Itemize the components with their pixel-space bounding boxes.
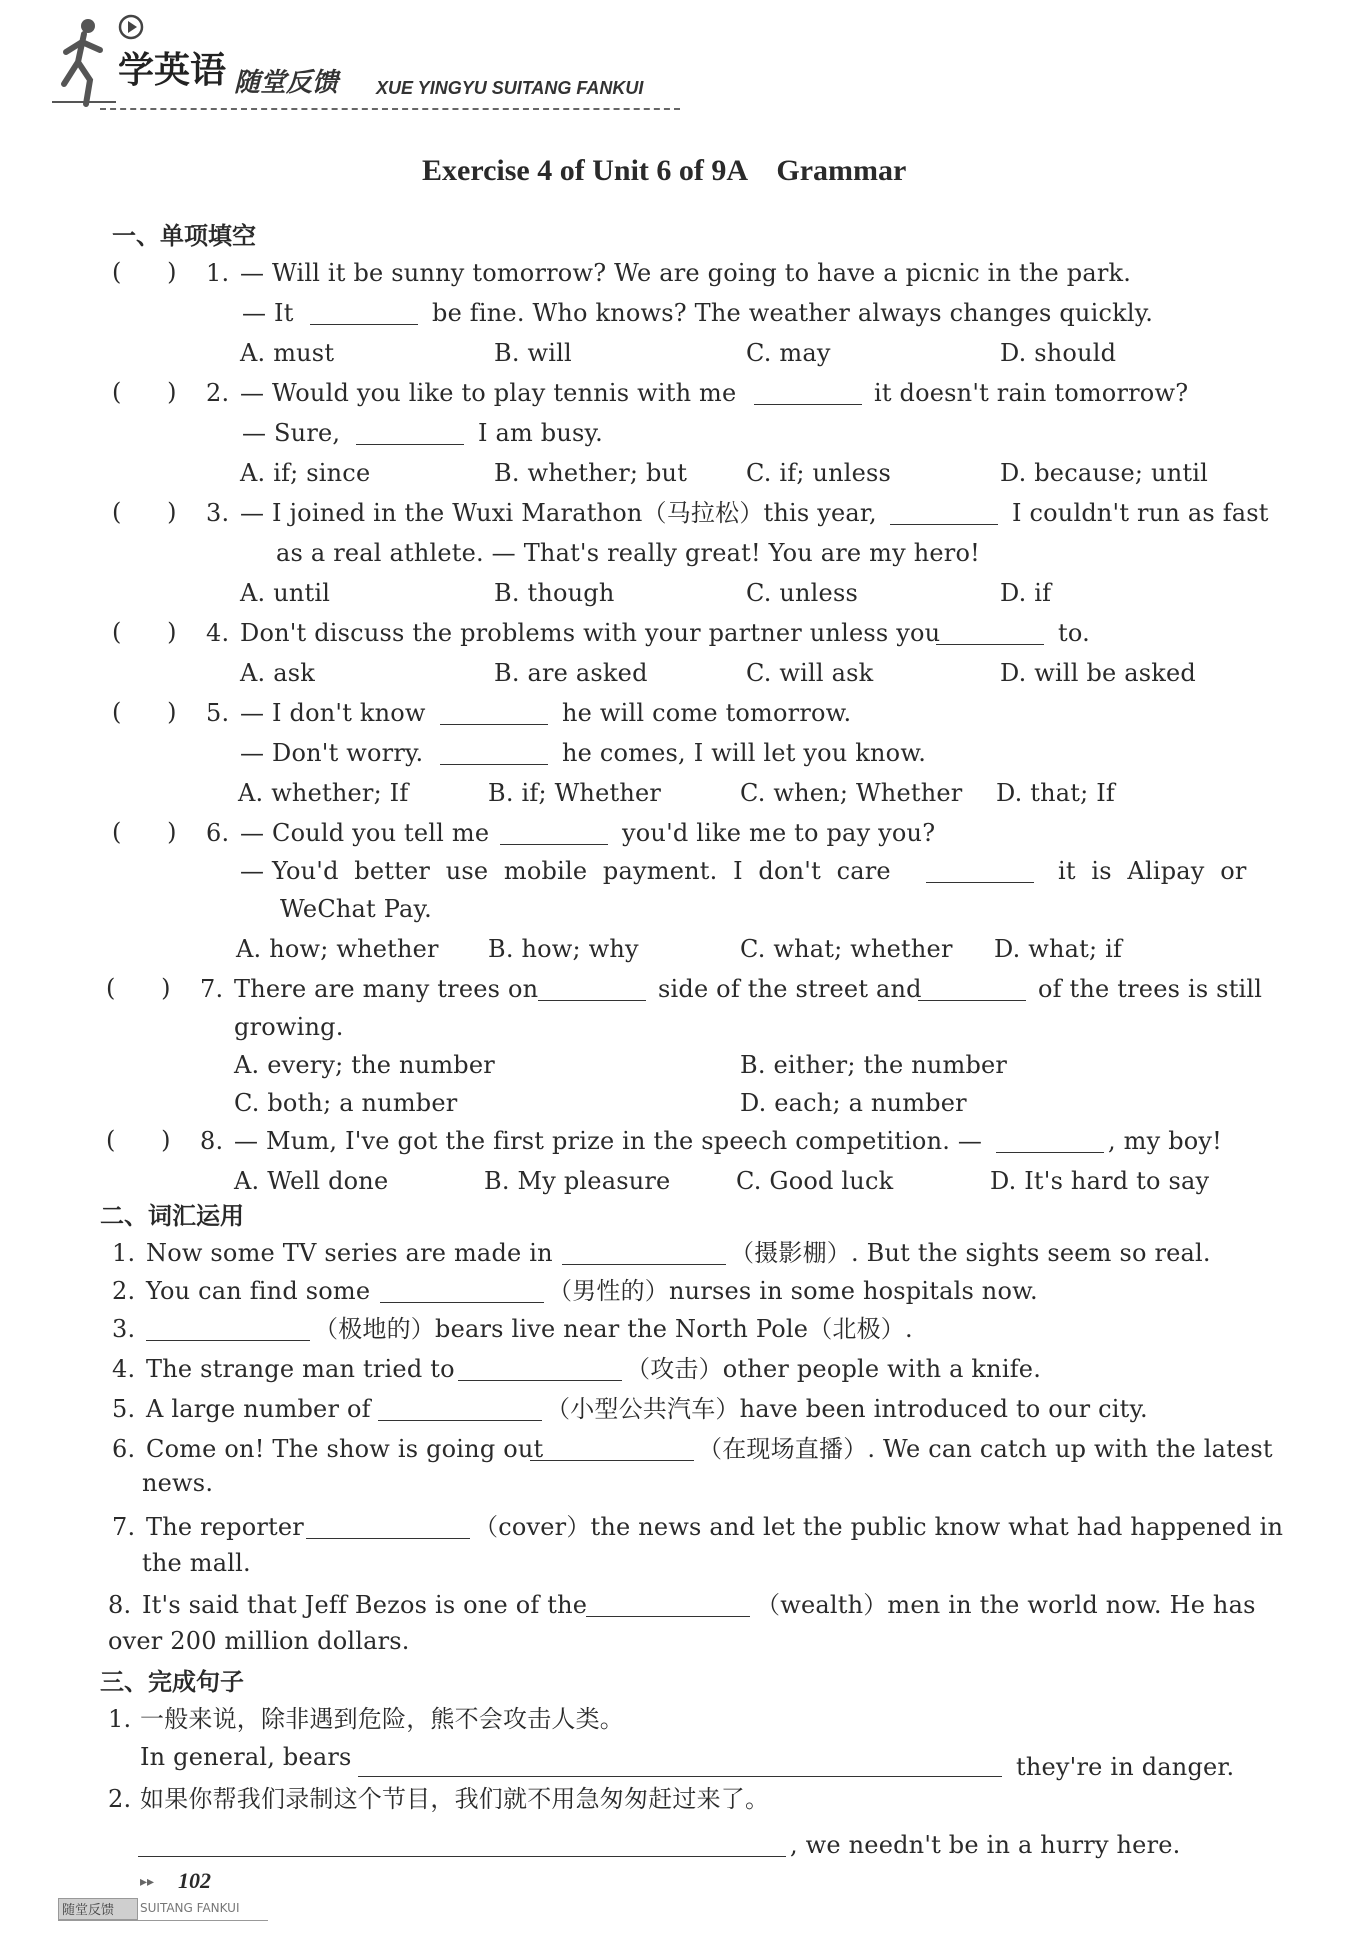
option-b: B. though (494, 579, 615, 607)
answer-bracket[interactable]: ( ) (112, 258, 177, 286)
answer-blank[interactable] (138, 1834, 786, 1857)
question-text: — I joined in the Wuxi Marathon（马拉松）this year, (240, 499, 877, 527)
option-c: C. may (746, 339, 831, 367)
item-text: In general, bears (140, 1743, 352, 1771)
option-d: D. what; if (994, 935, 1123, 963)
question-text: growing. (234, 1013, 344, 1041)
option-a: A. must (240, 339, 335, 367)
answer-blank[interactable] (146, 1318, 310, 1341)
answer-blank[interactable] (380, 1280, 544, 1303)
question-text: There are many trees on (234, 975, 539, 1003)
option-b: B. how; why (488, 935, 639, 963)
option-d: D. because; until (1000, 459, 1208, 487)
answer-blank[interactable] (926, 860, 1034, 883)
question-text: be fine. Who knows? The weather always changes quickly. (432, 299, 1154, 327)
item-text: It's said that Jeff Bezos is one of the (142, 1591, 588, 1619)
answer-blank[interactable] (754, 382, 862, 405)
option-a: A. how; whether (236, 935, 439, 963)
question-text: I couldn't run as fast (1012, 499, 1269, 527)
item-text: （男性的）nurses in some hospitals now. (548, 1277, 1038, 1305)
option-a: A. Well done (234, 1167, 389, 1195)
answer-blank[interactable] (358, 1754, 1002, 1777)
section1-heading: 一、单项填空 (112, 222, 256, 250)
option-c: C. when; Whether (740, 779, 963, 807)
item-text: （在现场直播）. We can catch up with the latest (698, 1435, 1273, 1463)
answer-bracket[interactable]: ( ) (106, 1126, 171, 1154)
answer-blank[interactable] (356, 422, 464, 445)
item-text: （摄影棚）. But the sights seem so real. (730, 1239, 1211, 1267)
page-header (40, 14, 680, 114)
option-a: A. whether; If (238, 779, 409, 807)
option-d: D. each; a number (740, 1089, 967, 1117)
item-number: 8. (108, 1591, 132, 1619)
section2-heading: 二、词汇运用 (100, 1202, 244, 1230)
item-number: 1. (108, 1705, 132, 1733)
question-number: 8. (200, 1127, 224, 1155)
option-c: C. both; a number (234, 1089, 458, 1117)
item-text: A large number of (146, 1395, 371, 1423)
answer-blank[interactable] (538, 978, 646, 1001)
question-number: 1. (206, 259, 230, 287)
chinese-sentence: 如果你帮我们录制这个节目，我们就不用急匆匆赶过来了。 (140, 1785, 770, 1813)
item-text: （wealth）men in the world now. He has (756, 1591, 1256, 1619)
question-text: as a real athlete. — That's really great! You are my hero! (276, 539, 980, 567)
item-number: 3. (112, 1315, 136, 1343)
answer-blank[interactable] (306, 1516, 470, 1539)
item-text: over 200 million dollars. (108, 1627, 410, 1655)
question-number: 2. (206, 379, 230, 407)
option-b: B. are asked (494, 659, 648, 687)
item-text: （攻击）other people with a knife. (626, 1355, 1042, 1383)
answer-blank[interactable] (918, 978, 1026, 1001)
answer-bracket[interactable]: ( ) (112, 818, 177, 846)
question-text: Don't discuss the problems with your partner unless you (240, 619, 941, 647)
arrow-icon: ▸▸ (140, 1874, 155, 1890)
option-a: A. ask (240, 659, 315, 687)
option-b: B. My pleasure (484, 1167, 671, 1195)
question-text: — Would you like to play tennis with me (240, 379, 737, 407)
item-text: （极地的）bears live near the North Pole（北极）. (314, 1315, 913, 1343)
item-number: 2. (108, 1785, 132, 1813)
item-text: （小型公共汽车）have been introduced to our city. (546, 1395, 1148, 1423)
question-text: — You'd better use mobile payment. I don't care (240, 857, 891, 885)
item-text: they're in danger. (1016, 1753, 1235, 1781)
question-text: you'd like me to pay you? (622, 819, 936, 847)
item-text: （cover）the news and let the public know what had happened in (474, 1513, 1284, 1541)
option-c: C. what; whether (740, 935, 953, 963)
question-text: WeChat Pay. (280, 895, 432, 923)
page-number: 102 (178, 1868, 211, 1893)
question-text: — Don't worry. (240, 739, 424, 767)
question-text: , my boy! (1108, 1127, 1223, 1155)
option-b: B. if; Whether (488, 779, 662, 807)
answer-blank[interactable] (500, 822, 608, 845)
header-dashed-line (100, 108, 680, 110)
item-text: You can find some (146, 1277, 371, 1305)
question-text: I am busy. (478, 419, 603, 447)
item-number: 6. (112, 1435, 136, 1463)
answer-blank[interactable] (440, 702, 548, 725)
question-text: — I don't know (240, 699, 426, 727)
question-text: — Will it be sunny tomorrow? We are going to have a picnic in the park. (240, 259, 1132, 287)
answer-bracket[interactable]: ( ) (112, 498, 177, 526)
option-d: D. will be asked (1000, 659, 1196, 687)
page-title: Exercise 4 of Unit 6 of 9A Grammar (422, 154, 907, 187)
item-number: 2. (112, 1277, 136, 1305)
question-text: he comes, I will let you know. (562, 739, 927, 767)
question-text: side of the street and (658, 975, 922, 1003)
question-text: it doesn't rain tomorrow? (874, 379, 1189, 407)
runner-logo-icon (50, 14, 120, 110)
answer-bracket[interactable]: ( ) (112, 618, 177, 646)
header-pinyin: XUE YINGYU SUITANG FANKUI (376, 78, 644, 98)
answer-bracket[interactable]: ( ) (112, 378, 177, 406)
header-brand-sub: 随堂反馈 (234, 68, 339, 98)
answer-blank[interactable] (890, 502, 998, 525)
question-text: — Could you tell me (240, 819, 490, 847)
item-text: , we needn't be in a hurry here. (790, 1831, 1181, 1859)
question-text: — Sure, (242, 419, 341, 447)
option-d: D. if (1000, 579, 1052, 607)
item-text: news. (142, 1469, 214, 1497)
answer-bracket[interactable]: ( ) (112, 698, 177, 726)
footer-label-cn: 随堂反馈 (62, 1903, 115, 1918)
question-text: he will come tomorrow. (562, 699, 852, 727)
item-text: the mall. (142, 1549, 251, 1577)
answer-blank[interactable] (310, 302, 418, 325)
question-number: 3. (206, 499, 230, 527)
item-number: 1. (112, 1239, 136, 1267)
question-text: — It (242, 299, 294, 327)
option-c: C. will ask (746, 659, 874, 687)
option-d: D. that; If (996, 779, 1115, 807)
answer-blank[interactable] (586, 1594, 750, 1617)
option-b: B. either; the number (740, 1051, 1008, 1079)
item-text: The reporter (146, 1513, 304, 1541)
question-number: 6. (206, 819, 230, 847)
header-brand-main: 学英语 (118, 50, 227, 91)
question-text: to. (1058, 619, 1090, 647)
answer-blank[interactable] (936, 622, 1044, 645)
question-number: 5. (206, 699, 230, 727)
footer-divider (58, 1920, 268, 1921)
question-number: 4. (206, 619, 230, 647)
item-number: 5. (112, 1395, 136, 1423)
option-c: C. unless (746, 579, 858, 607)
item-text: The strange man tried to (146, 1355, 455, 1383)
option-d: D. should (1000, 339, 1117, 367)
item-number: 4. (112, 1355, 136, 1383)
answer-blank[interactable] (996, 1130, 1104, 1153)
answer-blank[interactable] (378, 1398, 542, 1421)
answer-blank[interactable] (458, 1358, 622, 1381)
answer-blank[interactable] (530, 1438, 694, 1461)
option-b: B. will (494, 339, 572, 367)
option-b: B. whether; but (494, 459, 688, 487)
question-text: — Mum, I've got the first prize in the speech competition. — (234, 1127, 983, 1155)
footer-label-en: SUITANG FANKUI (140, 1901, 240, 1915)
answer-bracket[interactable]: ( ) (106, 974, 171, 1002)
answer-blank[interactable] (562, 1242, 726, 1265)
answer-blank[interactable] (440, 742, 548, 765)
question-text: of the trees is still (1038, 975, 1263, 1003)
section3-heading: 三、完成句子 (100, 1668, 244, 1696)
option-a: A. if; since (240, 459, 371, 487)
question-number: 7. (200, 975, 224, 1003)
item-text: Come on! The show is going out (146, 1435, 544, 1463)
option-c: C. Good luck (736, 1167, 894, 1195)
option-d: D. It's hard to say (990, 1167, 1210, 1195)
chinese-sentence: 一般来说，除非遇到危险，熊不会攻击人类。 (140, 1705, 624, 1733)
play-button-icon (118, 14, 144, 40)
option-a: A. until (240, 579, 331, 607)
item-number: 7. (112, 1513, 136, 1541)
question-text: it is Alipay or (1058, 857, 1247, 885)
option-c: C. if; unless (746, 459, 892, 487)
option-a: A. every; the number (234, 1051, 495, 1079)
item-text: Now some TV series are made in (146, 1239, 553, 1267)
